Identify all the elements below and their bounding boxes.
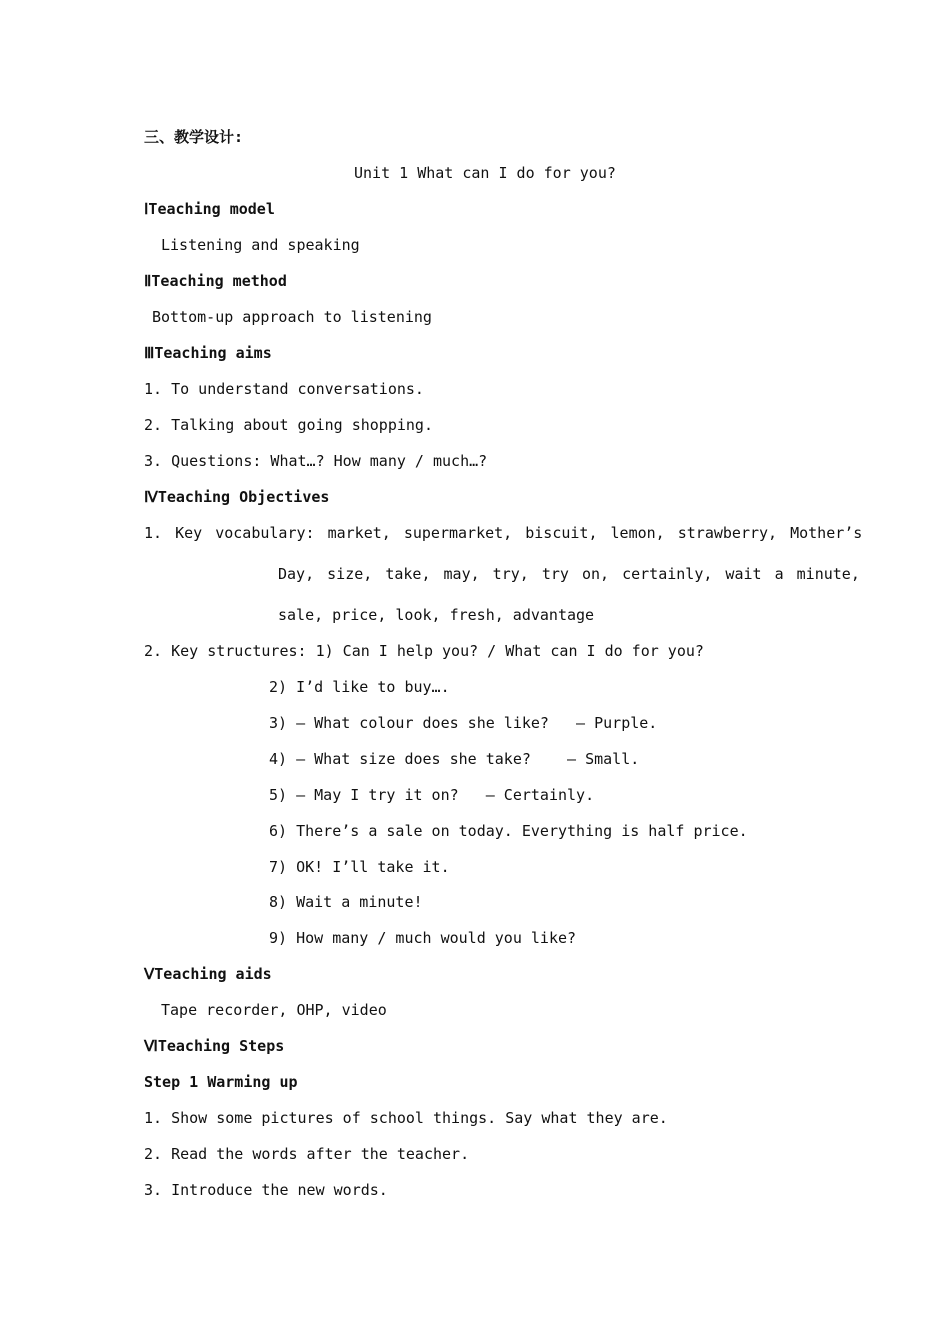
teaching-model-content: Listening and speaking xyxy=(161,236,360,254)
teaching-aids-content: Tape recorder, OHP, video xyxy=(161,1001,387,1019)
key-vocabulary-line: sale, price, look, fresh, advantage xyxy=(278,606,595,624)
key-structure-line: 2. Key structures: 1) Can I help you? / What can I do for you? xyxy=(144,642,704,660)
teaching-method-heading: ⅡTeaching method xyxy=(144,272,287,290)
teaching-aim-item: 2. Talking about going shopping. xyxy=(144,416,433,434)
key-structure-line: 5) — May I try it on? — Certainly. xyxy=(269,786,595,804)
teaching-model-heading: ⅠTeaching model xyxy=(144,200,275,218)
teaching-aim-item: 3. Questions: What…? How many / much…? xyxy=(144,452,488,470)
key-vocabulary-line: Day, size, take, may, try, try on, certainly, wait a minute, xyxy=(278,565,860,583)
key-structure-line: 2) I’d like to buy…. xyxy=(269,678,450,696)
key-structure-line: 4) — What size does she take? — Small. xyxy=(269,750,640,768)
key-structure-line: 8) Wait a minute! xyxy=(269,893,423,911)
teaching-aims-heading: ⅢTeaching aims xyxy=(144,344,272,362)
teaching-steps-heading: ⅥTeaching Steps xyxy=(144,1037,285,1055)
key-structure-line: 9) How many / much would you like? xyxy=(269,929,577,947)
teaching-aim-item: 1. To understand conversations. xyxy=(144,380,424,398)
key-structure-line: 6) There’s a sale on today. Everything is half price. xyxy=(269,822,748,840)
key-structure-line: 7) OK! I’ll take it. xyxy=(269,858,450,876)
teaching-objectives-heading: ⅣTeaching Objectives xyxy=(144,488,330,506)
step-item: 2. Read the words after the teacher. xyxy=(144,1145,470,1163)
section-heading: 三、教学设计: xyxy=(144,128,244,146)
key-structure-line: 3) — What colour does she like? — Purple. xyxy=(269,714,658,732)
key-vocabulary-line: 1. Key vocabulary: market, supermarket, biscuit, lemon, strawberry, Mother’s xyxy=(144,524,863,542)
step-item: 3. Introduce the new words. xyxy=(144,1181,388,1199)
step-item: 1. Show some pictures of school things. Say what they are. xyxy=(144,1109,668,1127)
teaching-aids-heading: ⅤTeaching aids xyxy=(144,965,272,983)
document-title: Unit 1 What can I do for you? xyxy=(354,164,616,182)
step-heading: Step 1 Warming up xyxy=(144,1073,298,1091)
teaching-method-content: Bottom-up approach to listening xyxy=(152,308,432,326)
